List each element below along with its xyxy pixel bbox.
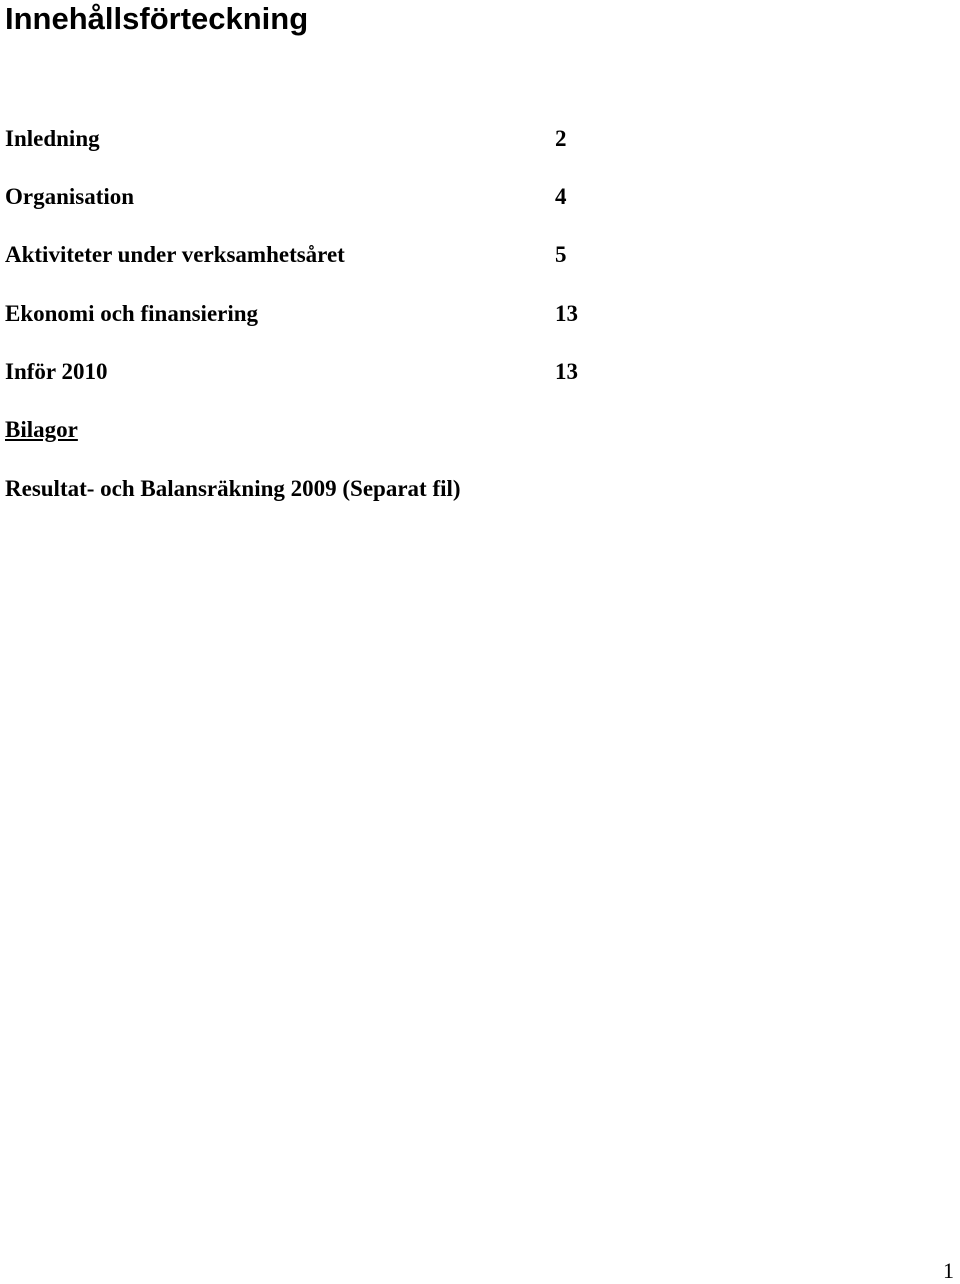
- toc-entry-page: 13: [555, 359, 578, 384]
- toc-entry-label: Inför 2010: [5, 359, 108, 384]
- toc-entry-label: Organisation: [5, 184, 135, 209]
- toc-entry-page: 2: [555, 126, 567, 151]
- toc-entry-page: 5: [555, 242, 567, 267]
- page-number: 1: [943, 1258, 954, 1283]
- toc-entry-page: 13: [555, 301, 578, 326]
- toc-entry-label: Inledning: [5, 126, 100, 151]
- toc-entry-label: Ekonomi och finansiering: [5, 301, 259, 326]
- toc-entry-page: 4: [555, 184, 567, 209]
- toc-entry-label: Aktiviteter under verksamhetsåret: [5, 242, 345, 267]
- appendix-heading: Bilagor: [5, 417, 78, 442]
- appendix-item: Resultat- och Balansräkning 2009 (Separat fil): [5, 476, 461, 501]
- document-title: Innehållsförteckning: [5, 1, 309, 36]
